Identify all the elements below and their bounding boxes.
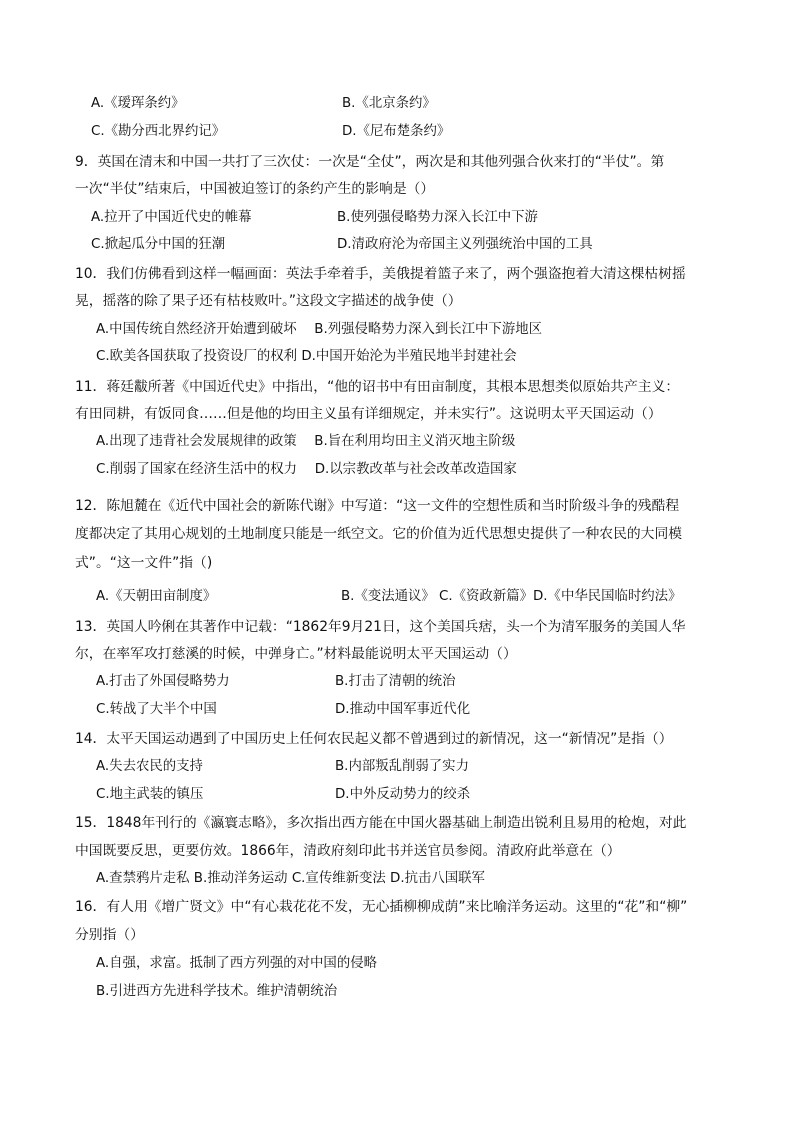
q9-option-a: A.拉开了中国近代史的帷幕: [91, 210, 252, 225]
q11-stem-line2: 有田同耕，有饭同食……但是他的均田主义虽有详细规定，并未实行”。这说明太平天国运动（）: [75, 406, 662, 422]
q13-option-a: A.打击了外国侵略势力: [96, 674, 230, 689]
q15-stem-line2: 中国既要反思，更要仿效。1866年，清政府刻印此书并送官员参阅。清政府此举意在（）: [75, 843, 621, 859]
q11-stem-line1: 11．蒋廷黻所著《中国近代史》中指出，“他的诏书中有田亩制度，其根本思想类似原始共产主义：: [75, 379, 680, 395]
q16-stem-line2: 分别指（）: [75, 927, 144, 943]
q11-options-cd: C.削弱了国家在经济生活中的权力 D.以宗教改革与社会改革改造国家: [96, 462, 517, 477]
q14-option-b: B.内部叛乱削弱了实力: [335, 759, 469, 774]
q9-option-d: D.清政府沦为帝国主义列强统治中国的工具: [337, 237, 593, 252]
q16-option-a: A.自强，求富。抵制了西方列强的对中国的侵略: [96, 956, 377, 971]
q12-stem-line1: 12．陈旭麓在《近代中国社会的新陈代谢》中写道：“这一文件的空想性质和当时阶级斗争的残酷程: [75, 498, 680, 514]
q9-stem-line1: 9．英国在清末和中国一共打了三次仗：一次是“全仗”，两次是和其他列强合伙来打的“半仗”。第: [75, 154, 665, 170]
q12-stem-line3: 式”。“这一文件”指（): [75, 555, 213, 571]
q9-option-c: C.掀起瓜分中国的狂潮: [91, 237, 226, 252]
q8-option-b: B.《北京条约》: [342, 96, 436, 111]
q12-options-bcd: B.《变法通议》 C.《资政新篇》D.《中华民国临时约法》: [341, 589, 682, 604]
q16-option-b: B.引进西方先进科学技术。维护清朝统治: [96, 984, 338, 999]
q13-stem-line2: 尔，在率军攻打慈溪的时候，中弹身亡。”材料最能说明太平天国运动（）: [75, 646, 517, 662]
q15-options: A.查禁鸦片走私 B.推动洋务运动 C.宣传维新变法 D.抗击八国联军: [96, 871, 485, 886]
q11-options-ab: A.出现了违背社会发展规律的政策 B.旨在利用均田主义消灭地主阶级: [96, 434, 516, 449]
q12-stem-line2: 度都决定了其用心规划的土地制度只能是一纸空文。它的价值为近代思想史提供了一种农民的大同模: [75, 526, 683, 542]
q13-option-d: D.推动中国军事近代化: [335, 702, 471, 717]
q14-option-c: C.地主武装的镇压: [96, 787, 204, 802]
q8-option-d: D.《尼布楚条约》: [342, 124, 451, 139]
q10-stem-line2: 晃，摇落的除了果子还有枯枝败叶。”这段文字描述的战争使（）: [75, 293, 462, 309]
q13-option-c: C.转战了大半个中国: [96, 702, 217, 717]
q14-option-a: A.失去农民的支持: [96, 759, 203, 774]
q13-stem-line1: 13．英国人吟俐在其著作中记载：“1862年9月21日，这个美国兵痞，头一个为清军服务的美国人华: [75, 619, 686, 635]
q10-stem-line1: 10．我们仿佛看到这样一幅画面：英法手牵着手，美俄提着篮子来了，两个强盗抱着大清这棵枯树摇: [75, 266, 686, 282]
q15-stem-line1: 15．1848年刊行的《瀛寰志略》，多次指出西方能在中国火器基础上制造出锐利且易用的枪炮，对此: [75, 815, 687, 831]
q14-stem-line1: 14．太平天国运动遇到了中国历史上任何农民起义都不曾遇到过的新情况，这一“新情况”是指（）: [75, 731, 673, 747]
q9-option-b: B.使列强侵略势力深入长江中下游: [337, 210, 538, 225]
q8-option-c: C.《勘分西北界约记》: [91, 124, 226, 139]
q9-stem-line2: 一次“半仗”结束后，中国被迫签订的条约产生的影响是（）: [75, 181, 435, 197]
q12-option-a: A.《天朝田亩制度》: [96, 589, 217, 604]
q14-option-d: D.中外反动势力的绞杀: [335, 787, 471, 802]
q16-stem-line1: 16．有人用《增广贤文》中“有心栽花花不发，无心插柳柳成荫”来比喻洋务运动。这里的“花”和“柳”: [75, 899, 688, 915]
q10-options-ab: A.中国传统自然经济开始遭到破坏 B.列强侵略势力深入到长江中下游地区: [96, 322, 542, 337]
q10-options-cd: C.欧美各国获取了投资设厂的权利 D.中国开始沦为半殖民地半封建社会: [96, 349, 517, 364]
q13-option-b: B.打击了清朝的统治: [335, 674, 456, 689]
q8-option-a: A.《瑷珲条约》: [91, 96, 185, 111]
